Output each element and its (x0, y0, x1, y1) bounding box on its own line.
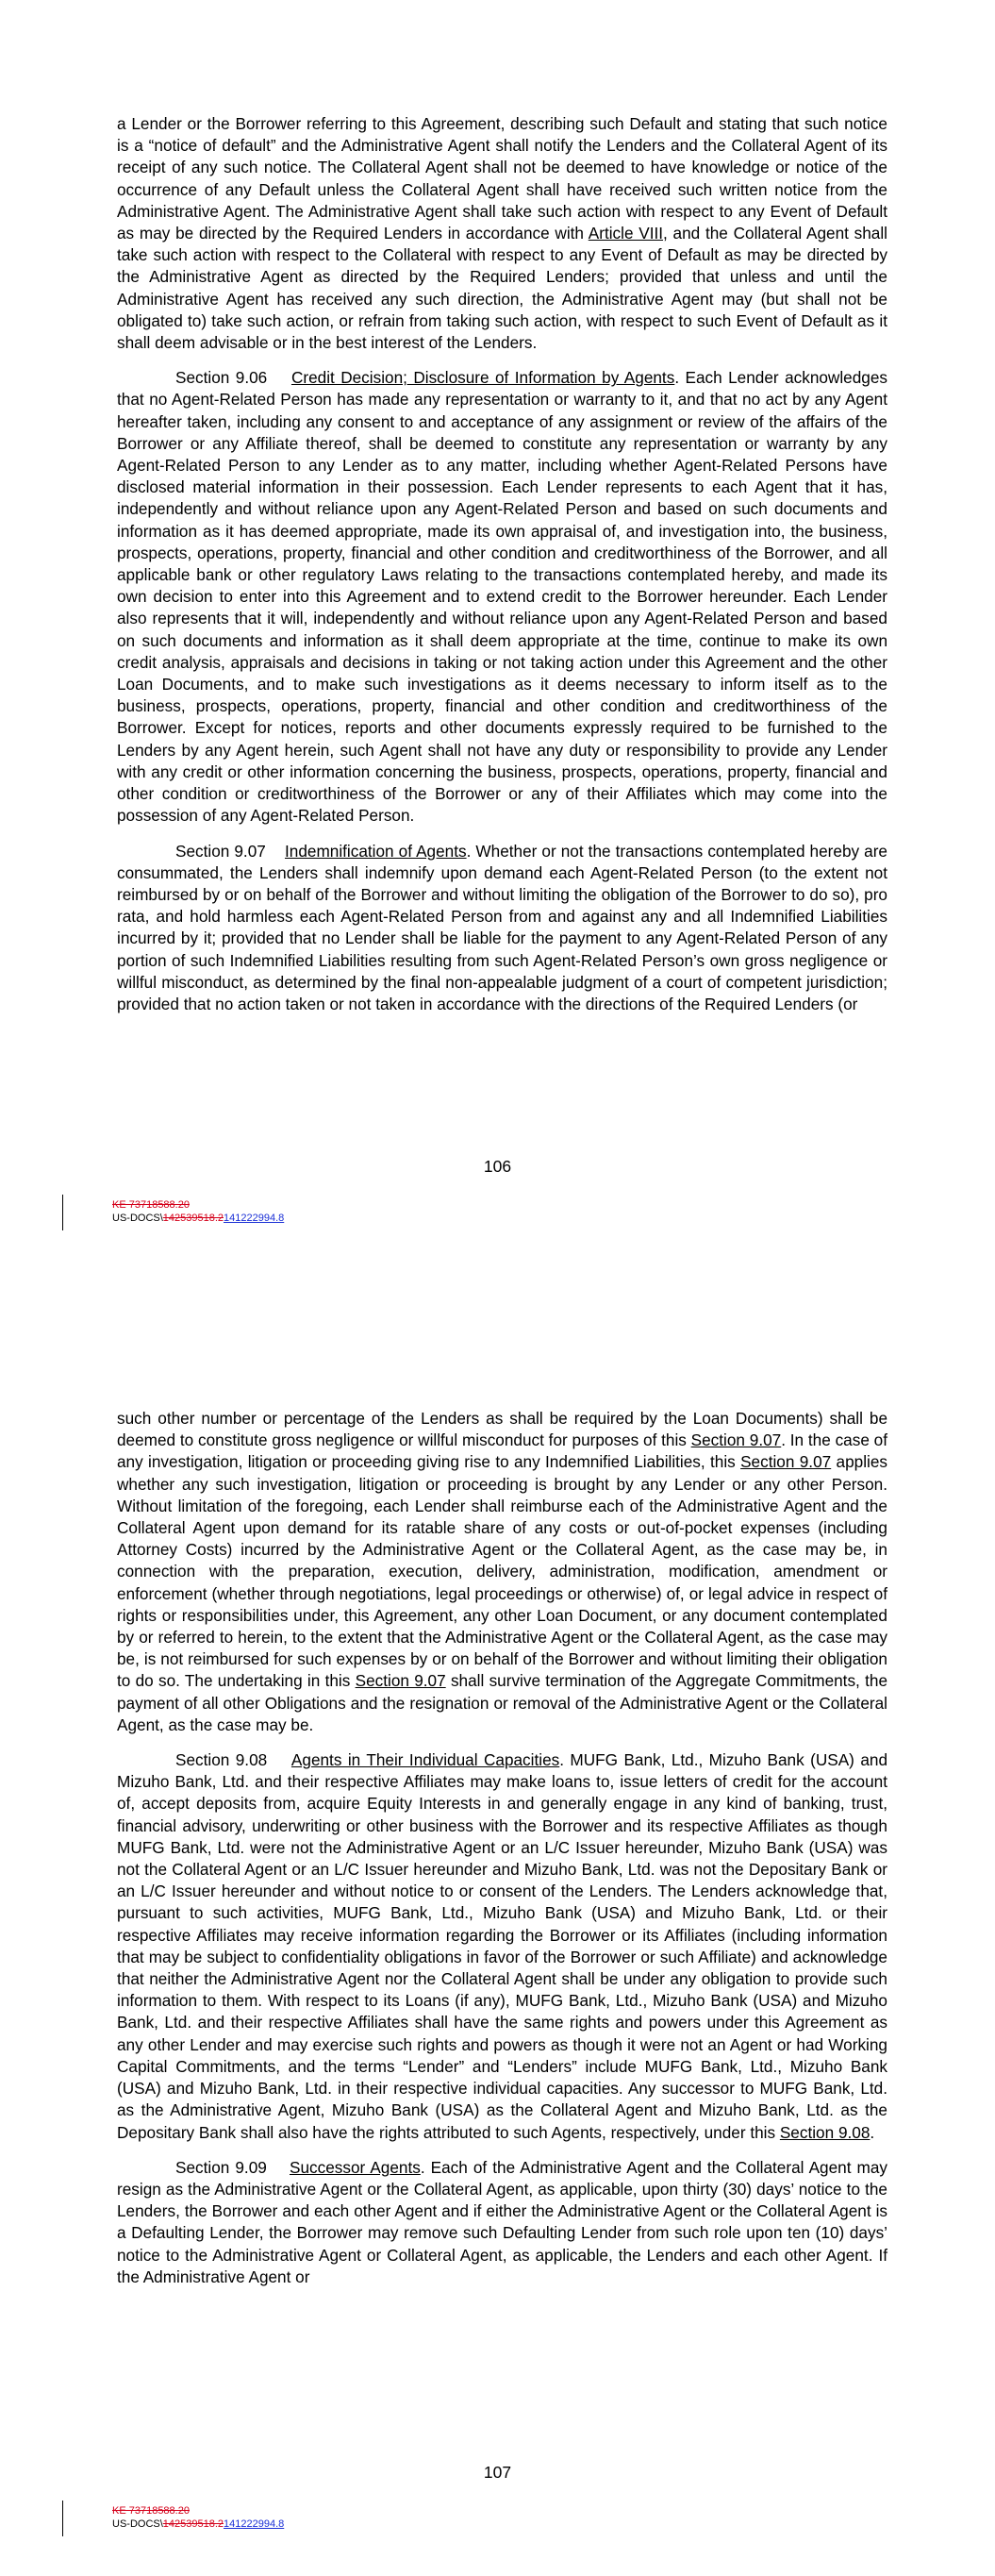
section-9-08-reference[interactable]: Section 9.08 (779, 2122, 871, 2142)
section-9-06 (117, 367, 887, 827)
section-9-07-reference[interactable]: Section 9.07 (355, 1671, 446, 1691)
section-9-07-body: . Whether or not the transactions contemplated hereby are consummated, the Lenders shall indemnify upon demand each Agent-Related Person (to the extent not reimbursed by or on behalf of the Borrower and without limiting the obligation of the Borrower to do so), pro rata, and hold harmless each Agent-Related Person from and against any and all Indemnified Liabilities incurred by it; provided that no Lender shall be liable for the payment to any Agent-Related Person of any portion of such Indemnified Liabilities resulting from such Agent-Related Person’s own gross negligence or willful misconduct, as determined by the final non-appealable judgment of a court of competent jurisdiction; provided that no action taken or not taken in accordance with the directions of the Required Lenders (or (117, 841, 887, 1013)
paragraph-indemnification-cont: such other number or percentage of the Lenders as shall be required by the Loan Documents) shall be deemed to constitute gross negligence or willful misconduct for purposes of this Section 9.07. In the case of any investigation, litigation or proceeding giving rise to any Indemnified Liabilities, this Section 9.07 applies whether any such investigation, litigation or proceeding is brought by any Lender or any other Person. Without limitation of the foregoing, each Lender shall reimburse each of the Administrative Agent and the Collateral Agent upon demand for its ratable share of any costs or out-of-pocket expenses (including Attorney Costs) incurred by the Administrative Agent or the Collateral Agent, as the case may be, in connection with the preparation, execution, delivery, administration, modification, amendment or enforcement (whether through negotiations, legal proceedings or otherwise) of, or legal advice in respect of rights or responsibilities under, this Agreement, any other Loan Document, or any document contemplated by or referred to herein, to the extent that the Administrative Agent or the Collateral Agent, as the case may be, is not reimbursed for such expenses by or on behalf of the Borrower and without limiting their obligation to do so. The undertaking in this Section 9.07 shall survive termination of the Aggregate Commitments, the payment of all other Obligations and the resignation or removal of the Administrative Agent or the Collateral Agent, as the case may be. (117, 1409, 887, 1734)
footer-us-inserted: 141222994.8 (224, 2518, 285, 2530)
section-9-07-label: Section 9.07 (175, 841, 266, 861)
footer-us-docs: US-DOCS\142539518.2141222994.8 (112, 2518, 285, 2530)
section-9-08-label: Section 9.08 (175, 1750, 268, 1770)
section-9-07-reference[interactable]: Section 9.07 (690, 1430, 782, 1450)
section-9-07 (117, 841, 887, 1016)
section-9-08-body: . MUFG Bank, Ltd., Mizuho Bank (USA) and Mizuho Bank, Ltd. and their respective Affiliates may make loans to, issue letters of credit for the account of, accept deposits from, acquire Equity Interests in and generally engage in any kind of banking, trust, financial advisory, underwriting or other business with the Borrower and its respective Affiliates as though MUFG Bank, Ltd. were not the Administrative Agent or an L/C Issuer hereunder, Mizuho Bank (USA) was not the Collateral Agent or an L/C Issuer hereunder and Mizuho Bank, Ltd. was not the Depositary Bank or an L/C Issuer hereunder and without notice to or consent of the Lenders. The Lenders acknowledge that, pursuant to such activities, MUFG Bank, Ltd., Mizuho Bank (USA) and Mizuho Bank, Ltd. or their respective Affiliates may receive information regarding the Borrower or its Affiliates (including information that may be subject to confidentiality obligations in favor of the Borrower or such Affiliate) and acknowledge that neither the Administrative Agent nor the Collateral Agent shall be under any obligation to provide such information to them. With respect to its Loans (if any), MUFG Bank, Ltd., Mizuho Bank (USA) and Mizuho Bank, Ltd. and their respective Affiliates shall have the same rights and powers under this Agreement as any other Lender and may exercise such rights and powers as though it were not an Agent or had Working Capital Commitments, and the terms “Lender” and “Lenders” include MUFG Bank, Ltd., Mizuho Bank (USA) and Mizuho Bank, Ltd. in their respective individual capacities. Any successor to MUFG Bank, Ltd. as the Administrative Agent, Mizuho Bank (USA) as the Collateral Agent and Mizuho Bank, Ltd. as the Depositary Bank shall also have the rights attributed to such Agents, respectively, under this (117, 1750, 887, 2142)
section-9-06-label: Section 9.06 (175, 368, 268, 388)
section-9-07-reference[interactable]: Section 9.07 (740, 1452, 832, 1472)
section-9-09-label: Section 9.09 (175, 2157, 267, 2177)
section-9-06-title: Credit Decision; Disclosure of Information by Agents (290, 368, 675, 388)
footer-ke-deleted: KE 73718588.20 (112, 1199, 190, 1211)
section-9-09-body: . Each of the Administrative Agent and the Collateral Agent may resign as the Administrative Agent or the Collateral Agent, as applicable, upon thirty (30) days’ notice to the Lenders, the Borrower and each other Agent and if either the Administrative Agent or the Collateral Agent is a Defaulting Lender, the Borrower may remove such Defaulting Lender from such role upon ten (10) days’ notice to the Administrative Agent or Collateral Agent, as applicable, the Lenders and each other Agent. If the Administrative Agent or (117, 2157, 887, 2286)
paragraph-default-notice: a Lender or the Borrower referring to this Agreement, describing such Default and stating that such notice is a “notice of default” and the Administrative Agent shall notify the Lenders and the Collateral Agent of its receipt of any such notice. The Collateral Agent shall not be deemed to have knowledge or notice of the occurrence of any Default unless the Collateral Agent shall have received such written notice from the Administrative Agent. The Administrative Agent shall take such action with respect to any Event of Default as may be directed by the Required Lenders in accordance with Article VIII, and the Collateral Agent shall take such action with respect to the Collateral with respect to any Event of Default as may be directed by the Administrative Agent as directed by the Required Lenders; provided that unless and until the Administrative Agent has received any such direction, the Administrative Agent may (but shall not be obligated to) take such action, or refrain from taking such action, with respect to such Event of Default as it shall deem advisable or in the best interest of the Lenders. (117, 114, 887, 353)
section-9-08-title: Agents in Their Individual Capacities (290, 1750, 560, 1770)
section-9-07-title: Indemnification of Agents (285, 841, 467, 861)
footer-us-docs: US-DOCS\142539518.2141222994.8 (112, 1213, 285, 1224)
document-footer (112, 2504, 284, 2531)
document-footer (112, 1198, 284, 1225)
page-107 (0, 1280, 995, 2576)
page-106-body (117, 113, 887, 1029)
article-viii-reference[interactable]: Article VIII (588, 224, 664, 243)
change-bar (62, 1195, 63, 1230)
page-number: 107 (483, 2463, 512, 2482)
section-9-08: Section 9.08 Agents in Their Individual Capacities. MUFG Bank, Ltd., Mizuho Bank (USA) and Mizuho Bank, Ltd. and their respective Affiliates may make loans to, issue letters of credit for the account of, accept deposits from, acquire Equity Interests in and generally engage in any kind of banking, trust, financial advisory, underwriting or other business with the Borrower and its respective Affiliates as though MUFG Bank, Ltd. were not the Administrative Agent or an L/C Issuer hereunder, Mizuho Bank (USA) was not the Collateral Agent or an L/C Issuer hereunder and Mizuho Bank, Ltd. was not the Depositary Bank or an L/C Issuer hereunder and without notice to or consent of the Lenders. The Lenders acknowledge that, pursuant to such activities, MUFG Bank, Ltd., Mizuho Bank (USA) and Mizuho Bank, Ltd. or their respective Affiliates may receive information regarding the Borrower or its Affiliates (including information that may be subject to confidentiality obligations in favor of the Borrower or such Affiliate) and acknowledge that neither the Administrative Agent nor the Collateral Agent shall be under any obligation to provide such information to them. With respect to its Loans (if any), MUFG Bank, Ltd., Mizuho Bank (USA) and Mizuho Bank, Ltd. and their respective Affiliates shall have the same rights and powers under this Agreement as any other Lender and may exercise such rights and powers as though it were not an Agent or had Working Capital Commitments, and the terms “Lender” and “Lenders” include MUFG Bank, Ltd., Mizuho Bank (USA) and Mizuho Bank, Ltd. in their respective individual capacities. Any successor to MUFG Bank, Ltd. as the Administrative Agent, Mizuho Bank (USA) as the Collateral Agent and Mizuho Bank, Ltd. as the Depositary Bank shall also have the rights attributed to such Agents, respectively, under this Section 9.08. (117, 1750, 887, 2142)
footer-ke-deleted: KE 73718588.20 (112, 2505, 190, 2517)
page-106 (0, 0, 995, 1280)
section-9-09-title: Successor Agents (290, 2157, 421, 2177)
section-9-09 (117, 2157, 887, 2288)
section-9-06-body: . Each Lender acknowledges that no Agent-Related Person has made any representation or warranty to it, and that no act by any Agent hereafter taken, including any consent to and acceptance of any assignment or review of the affairs of the Borrower or any Affiliate thereof, shall be deemed to constitute any representation or warranty by any Agent-Related Person to any Lender as to any matter, including whether Agent-Related Persons have disclosed material information in their possession. Each Lender represents to each Agent that it has, independently and without reliance upon any Agent-Related Person and based on such documents and information as it has deemed appropriate, made its own appraisal of, and investigation into, the business, prospects, operations, property, financial and other condition and creditworthiness of the Borrower, and all applicable bank or other regulatory Laws relating to the transactions contemplated hereby, and made its own decision to enter into this Agreement and to extend credit to the Borrower hereunder. Each Lender also represents that it will, independently and without reliance upon any Agent-Related Person and based on such documents and information as it shall deem appropriate at the time, continue to make its own credit analysis, appraisals and decisions in taking or not taking action under this Agreement and the other Loan Documents, and to make such investigations as it deems necessary to inform itself as to the business, prospects, operations, property, financial and other condition and creditworthiness of the Borrower. Except for notices, reports and other documents expressly required to be furnished to the Lenders by any Agent herein, such Agent shall not have any duty or responsibility to provide any Lender with any credit or other information concerning the business, prospects, operations, property, financial and other condition or creditworthiness of the Borrower or any of their Affiliates which may come into the possession of any Agent-Related Person. (117, 368, 887, 826)
footer-us-deleted: 142539518.2 (162, 2518, 224, 2530)
page-107-body (117, 1408, 887, 2301)
footer-us-deleted: 142539518.2 (162, 1213, 224, 1224)
footer-us-inserted: 141222994.8 (224, 1213, 285, 1224)
change-bar (62, 2501, 63, 2536)
page-number: 106 (483, 1157, 512, 1176)
